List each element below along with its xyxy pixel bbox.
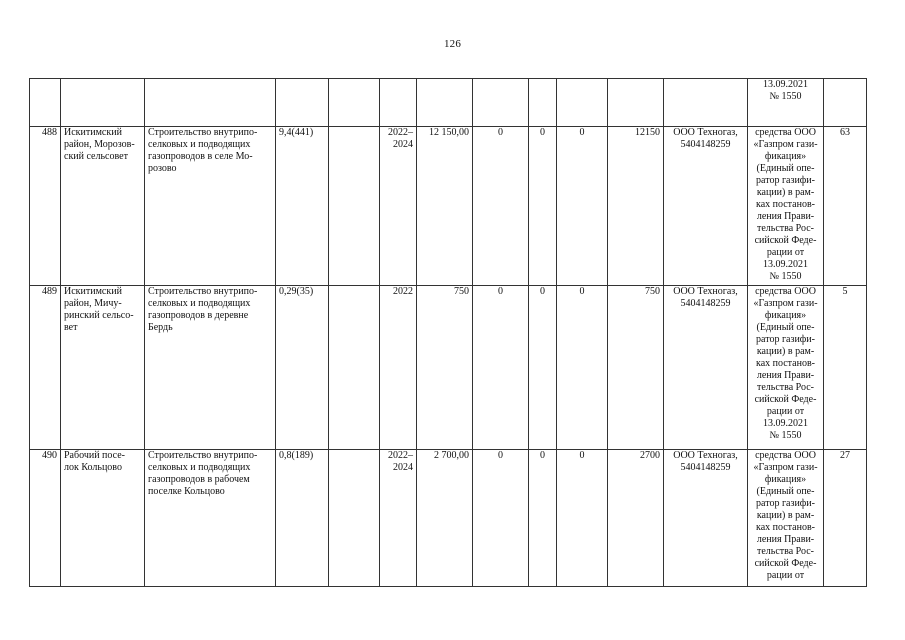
cell-executor: ООО Техногаз, 5404148259: [664, 286, 748, 450]
cell-work: Строительство внутрипо- селковых и подводящих газопроводов в рабочем поселке Кольцово: [145, 450, 276, 587]
cell-amount-4: 2700: [608, 450, 664, 587]
cell-district: Искитимский район, Морозов- ский сельсовет: [61, 127, 145, 286]
cell-amount-3: 0: [557, 286, 608, 450]
cell-amount-1: [473, 79, 529, 127]
cell-amount-3: 0: [557, 127, 608, 286]
cell-length: 0,29(35): [276, 286, 329, 450]
cell-total: 2 700,00: [417, 450, 473, 587]
cell-work: [145, 79, 276, 127]
cell-length: 0,8(189): [276, 450, 329, 587]
cell-amount-2: 0: [529, 286, 557, 450]
cell-executor: ООО Техногаз, 5404148259: [664, 127, 748, 286]
cell-district: Искитимский район, Мичу- ринский сельсо- вет: [61, 286, 145, 450]
cell-years: 2022– 2024: [380, 127, 417, 286]
cell-district: [61, 79, 145, 127]
cell-years: [380, 79, 417, 127]
cell-blank: [329, 79, 380, 127]
cell-amount-1: 0: [473, 286, 529, 450]
cell-source: средства ООО «Газпром гази- фикация» (Единый опе- ратор газифи- кации) в рам- ках постанов- ления Прави- тельства Рос- сийской Феде- рации от 13.09.2021 № 1550: [748, 127, 824, 286]
cell-length: 9,4(441): [276, 127, 329, 286]
cell-total: [417, 79, 473, 127]
cell-amount-2: 0: [529, 127, 557, 286]
cell-work: Строительство внутрипо- селковых и подводящих газопроводов в селе Мо- розово: [145, 127, 276, 286]
page-number: 126: [443, 38, 462, 50]
cell-total: 12 150,00: [417, 127, 473, 286]
cell-amount-2: 0: [529, 450, 557, 587]
cell-executor: ООО Техногаз, 5404148259: [664, 450, 748, 587]
table-row: [30, 286, 867, 450]
cell-amount-4: 12150: [608, 127, 664, 286]
cell-count: 5: [824, 286, 867, 450]
cell-length: [276, 79, 329, 127]
cell-blank: [329, 450, 380, 587]
cell-number: 488: [30, 127, 61, 286]
cell-amount-4: 750: [608, 286, 664, 450]
cell-source: средства ООО «Газпром гази- фикация» (Единый опе- ратор газифи- кации) в рам- ках постанов- ления Прави- тельства Рос- сийской Феде- рации от 13.09.2021 № 1550: [748, 286, 824, 450]
table-row: [30, 127, 867, 286]
table-row: [30, 79, 867, 127]
cell-amount-1: 0: [473, 450, 529, 587]
cell-number: [30, 79, 61, 127]
cell-count: 27: [824, 450, 867, 587]
cell-amount-4: [608, 79, 664, 127]
cell-total: 750: [417, 286, 473, 450]
cell-count: 63: [824, 127, 867, 286]
cell-amount-1: 0: [473, 127, 529, 286]
cell-district: Рабочий посе- лок Кольцово: [61, 450, 145, 587]
program-table: [29, 78, 867, 587]
cell-years: 2022: [380, 286, 417, 450]
cell-years: 2022– 2024: [380, 450, 417, 587]
cell-number: 489: [30, 286, 61, 450]
cell-amount-2: [529, 79, 557, 127]
cell-amount-3: 0: [557, 450, 608, 587]
table-row: [30, 450, 867, 587]
cell-source: 13.09.2021 № 1550: [748, 79, 824, 127]
cell-number: 490: [30, 450, 61, 587]
cell-blank: [329, 127, 380, 286]
cell-amount-3: [557, 79, 608, 127]
cell-source: средства ООО «Газпром гази- фикация» (Единый опе- ратор газифи- кации) в рам- ках постанов- ления Прави- тельства Рос- сийской Феде- рации от: [748, 450, 824, 587]
cell-count: [824, 79, 867, 127]
cell-executor: [664, 79, 748, 127]
cell-blank: [329, 286, 380, 450]
cell-work: Строительство внутрипо- селковых и подводящих газопроводов в деревне Бердь: [145, 286, 276, 450]
